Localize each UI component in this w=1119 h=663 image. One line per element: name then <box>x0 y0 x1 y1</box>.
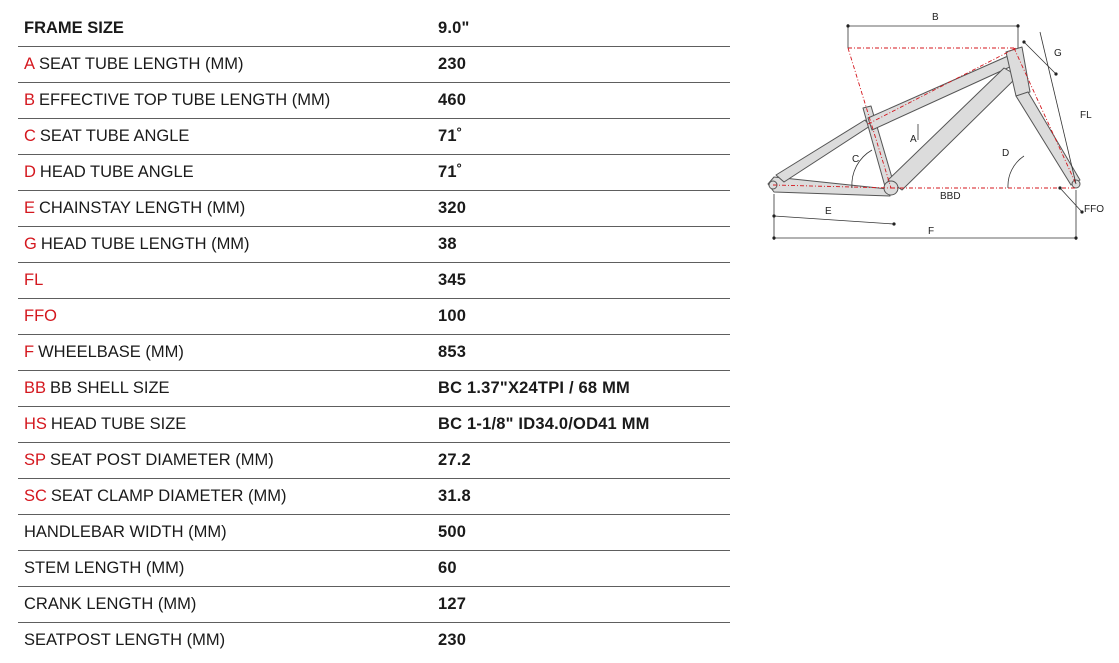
spec-value: 60 <box>432 551 730 587</box>
spec-label: HANDLEBAR WIDTH (MM) <box>24 523 227 541</box>
spec-value: 71˚ <box>432 119 730 155</box>
spec-label-cell <box>18 479 432 515</box>
table-row <box>18 515 730 551</box>
diagram-label-FL: FL <box>1080 110 1092 121</box>
diagram-label-A: A <box>910 134 917 145</box>
spec-label: HEAD TUBE ANGLE <box>39 163 194 181</box>
spec-label-cell <box>18 623 432 659</box>
table-row <box>18 407 730 443</box>
spec-value: 100 <box>432 299 730 335</box>
spec-code: F <box>24 343 35 361</box>
spec-label-cell <box>18 443 432 479</box>
spec-value: 320 <box>432 191 730 227</box>
spec-label-cell <box>18 515 432 551</box>
spec-value: 230 <box>438 631 467 649</box>
spec-label: BB SHELL SIZE <box>50 379 170 397</box>
spec-label-cell <box>18 191 432 227</box>
frame-size-label: FRAME SIZE <box>18 11 432 47</box>
diagram-label-F: F <box>928 226 935 237</box>
spec-label: STEM LENGTH (MM) <box>24 559 185 577</box>
spec-label-cell <box>18 155 432 191</box>
spec-label-cell <box>18 407 432 443</box>
spec-value: 853 <box>432 335 730 371</box>
spec-value: 127 <box>432 587 730 623</box>
spec-value: 500 <box>432 515 730 551</box>
spec-label-cell <box>18 371 432 407</box>
spec-label: SEATPOST LENGTH (MM) <box>24 631 226 649</box>
spec-label: SEAT CLAMP DIAMETER (MM) <box>50 487 287 505</box>
spec-label: SEAT TUBE LENGTH (MM) <box>39 55 244 73</box>
table-row <box>18 443 730 479</box>
spec-code: SP <box>24 451 47 469</box>
diagram-label-D: D <box>1002 148 1010 159</box>
spec-value: 71˚ <box>432 155 730 191</box>
spec-value: BC 1-1/8" ID34.0/OD41 MM <box>432 407 730 443</box>
spec-label: CHAINSTAY LENGTH (MM) <box>39 199 246 217</box>
table-row <box>18 371 730 407</box>
spec-value: 27.2 <box>432 443 730 479</box>
diagram-label-C: C <box>852 154 860 165</box>
spec-value: BC 1.37"X24TPI / 68 MM <box>432 371 730 407</box>
spec-label-cell <box>18 47 432 83</box>
spec-code: B <box>24 91 36 109</box>
table-row <box>18 191 730 227</box>
dimension-lines <box>774 24 1082 240</box>
spec-code: A <box>24 55 36 73</box>
table-row <box>18 623 730 659</box>
spec-label-cell <box>18 587 432 623</box>
table-row <box>18 299 730 335</box>
spec-value: 31.8 <box>432 479 730 515</box>
spec-label-cell <box>18 551 432 587</box>
spec-label: SEAT POST DIAMETER (MM) <box>50 451 274 469</box>
spec-value: 230 <box>432 47 730 83</box>
table-row <box>18 47 730 83</box>
frame-size-value: 9.0" <box>432 11 730 47</box>
spec-code: BB <box>24 379 47 397</box>
table-row <box>18 335 730 371</box>
table-row <box>18 263 730 299</box>
geometry-table-body <box>18 11 730 658</box>
spec-code: D <box>24 163 36 181</box>
spec-label: SEAT TUBE ANGLE <box>39 127 190 145</box>
dimension-endpoints <box>772 24 1083 239</box>
spec-code: FL <box>24 271 44 289</box>
diagram-label-B: B <box>932 12 939 23</box>
diagram-label-BBD: BBD <box>940 191 961 202</box>
spec-label: HEAD TUBE SIZE <box>50 415 187 433</box>
spec-value: 345 <box>432 263 730 299</box>
spec-code: G <box>24 235 37 253</box>
geometry-table <box>18 11 730 658</box>
seatstay-shape <box>776 120 870 182</box>
spec-label-cell <box>18 299 432 335</box>
table-row <box>18 227 730 263</box>
spec-code: C <box>24 127 36 145</box>
spec-value: 38 <box>432 227 730 263</box>
table-row <box>18 155 730 191</box>
spec-label-cell <box>18 263 432 299</box>
spec-label: CRANK LENGTH (MM) <box>24 595 197 613</box>
spec-label-cell <box>18 227 432 263</box>
diagram-label-E: E <box>825 206 832 217</box>
table-row <box>18 83 730 119</box>
bike-frame-drawing <box>768 47 1080 196</box>
table-row <box>18 479 730 515</box>
diagram-label-G: G <box>1054 48 1062 59</box>
spec-code: HS <box>24 415 47 433</box>
spec-label: EFFECTIVE TOP TUBE LENGTH (MM) <box>39 91 331 109</box>
frame-geometry-diagram <box>760 4 1119 244</box>
spec-label: HEAD TUBE LENGTH (MM) <box>40 235 250 253</box>
spec-label-cell <box>18 119 432 155</box>
spec-code: E <box>24 199 36 217</box>
spec-value: 460 <box>432 83 730 119</box>
table-row <box>18 119 730 155</box>
spec-label-cell <box>18 335 432 371</box>
diagram-label-FFO: FFO <box>1084 204 1104 215</box>
table-row <box>18 587 730 623</box>
table-row <box>18 551 730 587</box>
spec-code: SC <box>24 487 47 505</box>
spec-label-cell <box>18 83 432 119</box>
spec-code: FFO <box>24 307 57 325</box>
spec-label: WHEELBASE (MM) <box>38 343 184 361</box>
table-header-row <box>18 11 730 47</box>
